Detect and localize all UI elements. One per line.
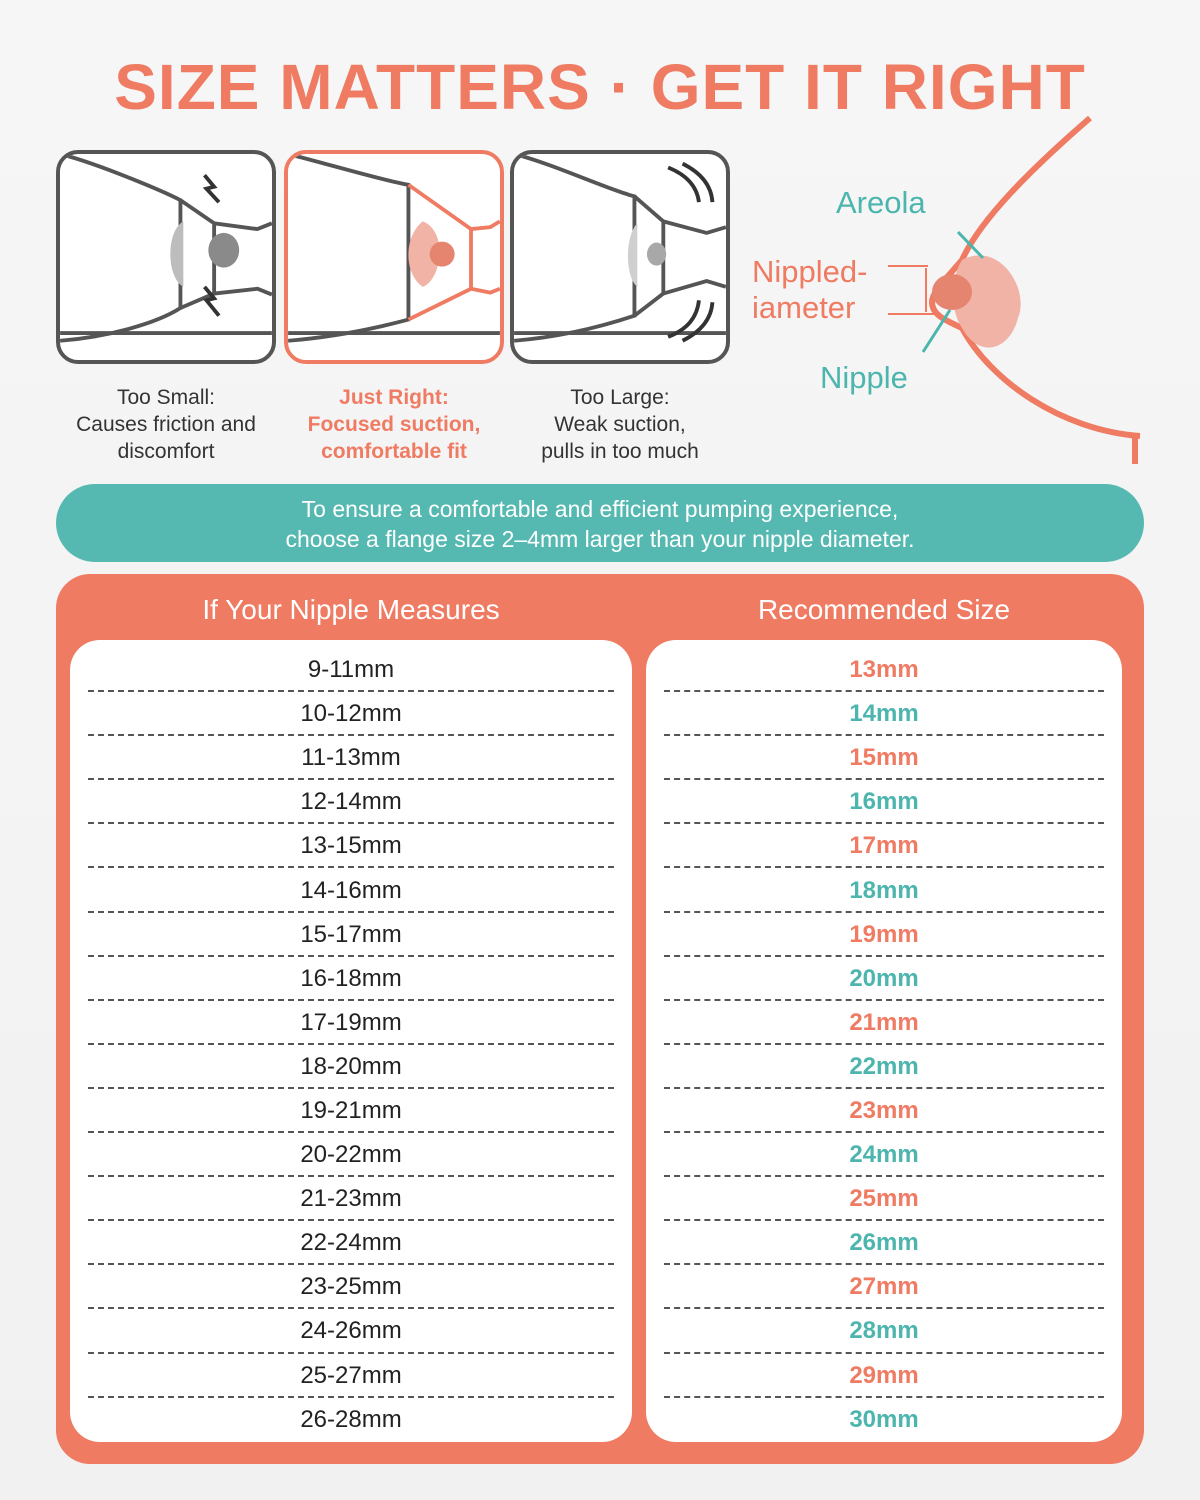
- table-row: 13mm: [664, 648, 1104, 692]
- table-row: 15-17mm: [88, 913, 614, 957]
- sizing-tip-banner: [56, 484, 1144, 562]
- just-right-illustration: [284, 150, 504, 364]
- caption-line: comfortable fit: [321, 440, 467, 463]
- table-row: 21-23mm: [88, 1177, 614, 1221]
- too-small-caption: [46, 384, 286, 465]
- table-row: 20-22mm: [88, 1133, 614, 1177]
- table-row: 12-14mm: [88, 780, 614, 824]
- table-row: 16mm: [664, 780, 1104, 824]
- table-row: 9-11mm: [88, 648, 614, 692]
- areola-label: Areola: [836, 185, 926, 220]
- size-table: [56, 574, 1144, 1464]
- table-row: 13-15mm: [88, 824, 614, 868]
- table-row: 29mm: [664, 1354, 1104, 1398]
- table-row: 10-12mm: [88, 692, 614, 736]
- caption-line: Focused suction,: [307, 413, 481, 436]
- table-row: 28mm: [664, 1309, 1104, 1353]
- table-row: 11-13mm: [88, 736, 614, 780]
- table-row: 16-18mm: [88, 957, 614, 1001]
- table-row: 19mm: [664, 913, 1104, 957]
- page-title: SIZE MATTERS · GET IT RIGHT: [114, 51, 1086, 123]
- table-row: 14-16mm: [88, 868, 614, 912]
- caption-title: Too Large:: [570, 386, 670, 409]
- table-row: 27mm: [664, 1265, 1104, 1309]
- table-row: 15mm: [664, 736, 1104, 780]
- table-row: 23mm: [664, 1089, 1104, 1133]
- banner-line: To ensure a comfortable and efficient pumping experience,: [301, 496, 899, 522]
- table-row: 21mm: [664, 1001, 1104, 1045]
- too-small-illustration: [56, 150, 276, 364]
- caption-title: Just Right:: [339, 386, 449, 409]
- too-large-illustration: [510, 150, 730, 364]
- table-row: 14mm: [664, 692, 1104, 736]
- just-right-caption: [274, 384, 514, 465]
- table-row: 19-21mm: [88, 1089, 614, 1133]
- recommended-column: [646, 640, 1122, 1442]
- caption-title: Too Small:: [116, 386, 216, 409]
- caption-line: Causes friction and: [76, 413, 256, 436]
- table-row: 22mm: [664, 1045, 1104, 1089]
- caption-line: pulls in too much: [541, 440, 699, 463]
- table-row: 25mm: [664, 1177, 1104, 1221]
- caption-line: discomfort: [117, 440, 215, 463]
- recommended-header: Recommended Size: [757, 594, 1011, 625]
- table-row: 23-25mm: [88, 1265, 614, 1309]
- banner-line: choose a flange size 2–4mm larger than your nipple diameter.: [285, 526, 915, 552]
- table-row: 17mm: [664, 824, 1104, 868]
- table-row: 22-24mm: [88, 1221, 614, 1265]
- table-row: 24mm: [664, 1133, 1104, 1177]
- table-row: 30mm: [849, 1405, 919, 1433]
- table-row: 24-26mm: [88, 1309, 614, 1353]
- measures-header: If Your Nipple Measures: [202, 594, 500, 625]
- nipple-label: Nipple: [820, 360, 908, 395]
- nipple-diameter-label: [752, 254, 867, 326]
- table-row: 18-20mm: [88, 1045, 614, 1089]
- table-row: 26mm: [664, 1221, 1104, 1265]
- table-row: 20mm: [664, 957, 1104, 1001]
- table-row: 18mm: [664, 868, 1104, 912]
- caption-line: Weak suction,: [554, 413, 686, 436]
- table-row: 17-19mm: [88, 1001, 614, 1045]
- too-large-caption: [500, 384, 740, 465]
- table-row: 25-27mm: [88, 1354, 614, 1398]
- table-row: 26-28mm: [300, 1405, 402, 1433]
- diameter-line: Nippled-: [752, 254, 868, 289]
- diameter-line: iameter: [752, 290, 856, 325]
- measures-column: [70, 640, 632, 1442]
